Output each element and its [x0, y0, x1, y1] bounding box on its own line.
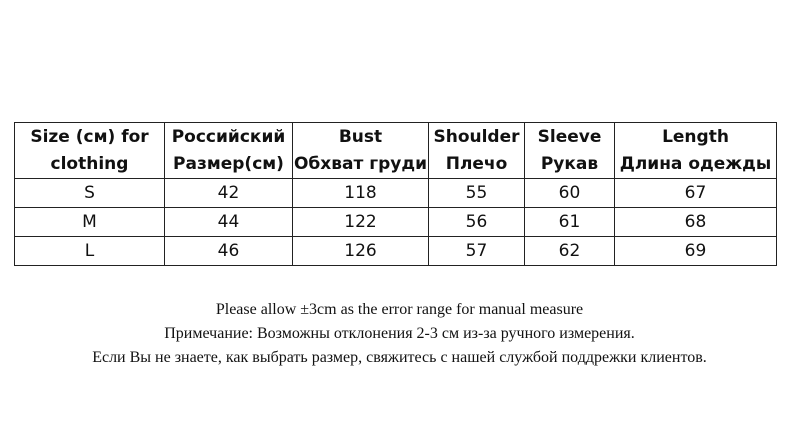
header-bust: [293, 123, 429, 179]
table-row: [15, 237, 777, 266]
measurement-notes: [0, 298, 799, 370]
table-cell: 118: [293, 179, 429, 208]
table-cell: 122: [293, 208, 429, 237]
header-russian-size-line1: Российский: [171, 126, 286, 147]
table-cell: 57: [429, 237, 525, 266]
header-length: [615, 123, 777, 179]
header-russian-size-line2: Размер(см): [173, 153, 284, 174]
table-cell: 56: [429, 208, 525, 237]
table-cell: 69: [615, 237, 777, 266]
table-cell: 44: [165, 208, 293, 237]
header-length-line2: Длина одежды: [619, 153, 772, 174]
header-sleeve-line1: Sleeve: [537, 126, 602, 147]
table-cell: 68: [615, 208, 777, 237]
size-chart-table: [14, 122, 777, 266]
header-bust-line1: Bust: [338, 126, 383, 147]
table-cell: 60: [525, 179, 615, 208]
table-cell: M: [15, 208, 165, 237]
note-error-range-en: Please allow ±3cm as the error range for manual measure: [215, 301, 584, 318]
table-cell: 55: [429, 179, 525, 208]
table-cell: 46: [165, 237, 293, 266]
header-sleeve: [525, 123, 615, 179]
table-row: [15, 208, 777, 237]
header-shoulder: [429, 123, 525, 179]
table-cell: 42: [165, 179, 293, 208]
table-cell: S: [15, 179, 165, 208]
header-shoulder-line1: Shoulder: [433, 126, 520, 147]
header-size-line2: clothing: [50, 153, 129, 174]
table-cell: 62: [525, 237, 615, 266]
table-header-row: [15, 123, 777, 179]
header-shoulder-line2: Плечо: [445, 153, 508, 174]
header-size-line1: Size (см) for: [30, 126, 149, 147]
table-cell: 67: [615, 179, 777, 208]
header-bust-line2: Обхват груди: [293, 153, 428, 174]
header-sleeve-line2: Рукав: [540, 153, 599, 174]
note-error-range-ru: Примечание: Возможны отклонения 2-3 см из-за ручного измерения.: [164, 325, 635, 342]
table-row: [15, 179, 777, 208]
header-length-line1: Length: [662, 126, 729, 147]
table-cell: L: [15, 237, 165, 266]
note-contact-support: Если Вы не знаете, как выбрать размер, свяжитесь с нашей службой поддрежки клиентов.: [92, 349, 707, 366]
table-cell: 126: [293, 237, 429, 266]
header-size: [15, 123, 165, 179]
header-russian-size: [165, 123, 293, 179]
table-cell: 61: [525, 208, 615, 237]
